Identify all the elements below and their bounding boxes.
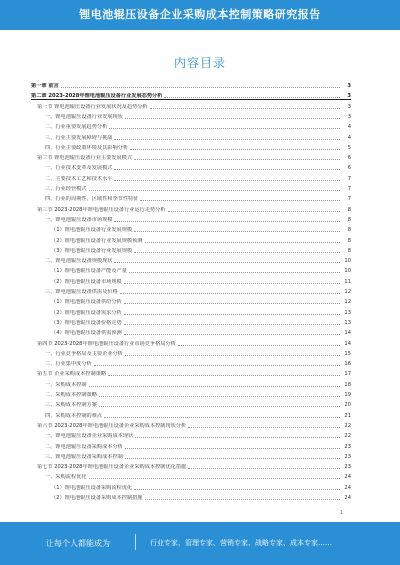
toc-entry-text: 四、采购成本控制的难点 — [45, 412, 103, 419]
toc-entry[interactable] — [31, 257, 351, 265]
toc-entry[interactable] — [31, 422, 351, 430]
toc-entry-text: 一、行业技术变革及发展模式 — [45, 165, 113, 172]
toc-entry-page: 11 — [344, 278, 351, 285]
toc-entry[interactable] — [31, 329, 351, 337]
toc-entry[interactable] — [31, 185, 351, 193]
toc-entry-page: 13 — [344, 309, 351, 316]
toc-leader-dots — [114, 180, 340, 181]
toc-leader-dots — [124, 314, 340, 315]
toc-entry-text: 第一节 锂电池辊压设备行业发展状况及趋势分析 — [37, 103, 148, 110]
toc-entry[interactable] — [31, 412, 351, 420]
toc-entry[interactable] — [31, 144, 351, 152]
toc-leader-dots — [124, 303, 340, 304]
toc-entry-text: 二、采购成本控制策略 — [45, 392, 97, 398]
toc-entry-page: 8 — [347, 206, 351, 213]
toc-entry-text: 二、行业重要发展趋势分析 — [45, 124, 108, 131]
toc-entry-text: 二、行业集中度分析 — [45, 361, 92, 368]
toc-entry[interactable] — [31, 350, 351, 358]
toc-leader-dots — [150, 108, 340, 109]
toc-entry-page: 22 — [344, 433, 351, 440]
toc-entry[interactable] — [31, 391, 351, 399]
toc-entry-text: 一、锂电池辊压设备市场规模 — [45, 216, 113, 223]
toc-leader-dots — [114, 169, 340, 170]
toc-entry-text: 三、行业经营模式 — [45, 186, 87, 192]
toc-entry-text: 第五节 企业采购成本控制策略 — [37, 371, 107, 378]
toc-leader-dots — [94, 365, 340, 366]
toc-entry[interactable] — [31, 473, 351, 481]
toc-leader-dots — [114, 262, 340, 263]
toc-entry-page: 18 — [344, 381, 351, 388]
toc-entry-page: 6 — [347, 165, 351, 172]
toc-leader-dots — [124, 334, 340, 335]
toc-leader-dots — [89, 386, 340, 387]
toc-entry-text: （1）锂电池辊压设备采购流程优化 — [51, 484, 133, 491]
toc-entry[interactable] — [31, 463, 351, 471]
toc-entry[interactable] — [31, 82, 351, 90]
toc-entry[interactable] — [31, 134, 351, 142]
toc-entry-text: 第二节 锂电池辊压设备行业主要发展模式 — [37, 155, 133, 162]
toc-entry-page: 20 — [344, 402, 351, 409]
toc-entry-page: 3 — [347, 103, 351, 110]
toc-entry[interactable] — [31, 237, 351, 245]
toc-entry-page: 15 — [344, 350, 351, 357]
toc-entry[interactable] — [31, 92, 351, 100]
toc-entry-page: 13 — [344, 319, 351, 326]
toc-entry-page: 19 — [344, 392, 351, 398]
toc-entry[interactable] — [31, 453, 351, 461]
toc-leader-dots — [130, 149, 340, 150]
toc-entry[interactable] — [31, 432, 351, 440]
toc-leader-dots — [108, 375, 340, 376]
toc-leader-dots — [124, 324, 340, 325]
toc-leader-dots — [109, 128, 340, 129]
toc-entry-page: 24 — [344, 474, 351, 481]
toc-entry-text: 三、锂电池辊压设备供需及价格 — [45, 289, 118, 295]
toc-entry-text: 第二章 2023-2028年锂电池辊压设备行业发展态势分析 — [31, 93, 163, 100]
toc-entry[interactable] — [31, 401, 351, 409]
toc-entry-text: 一、采购成本控制 — [45, 381, 87, 388]
toc-entry-page: 8 — [347, 216, 351, 223]
toc-entry[interactable] — [31, 113, 351, 121]
toc-entry-page: 24 — [344, 495, 351, 501]
toc-entry[interactable] — [31, 195, 351, 203]
toc-entry-text: （2）锂电池辊压设备行业发展规模预测 — [51, 237, 143, 244]
toc-entry-text: 二、锂电池辊压设备采购成本分析 — [45, 443, 123, 450]
toc-entry-text: 一、锂电池辊压设备企业采购成本现状 — [45, 433, 134, 440]
toc-entry-text: （3）锂电池辊压设备价格走势 — [51, 319, 122, 326]
toc-leader-dots — [145, 499, 341, 500]
toc-entry[interactable] — [31, 206, 351, 214]
toc-entry-text: 一、锂电池辊压设备行业发展现状 — [45, 113, 123, 120]
toc-leader-dots — [134, 231, 340, 232]
toc-entry[interactable] — [31, 484, 351, 492]
toc-entry-text: 第一章 前言 — [31, 83, 59, 89]
toc-leader-dots — [89, 190, 340, 191]
toc-entry[interactable] — [31, 164, 351, 172]
toc-leader-dots — [188, 468, 340, 469]
toc-entry-text: （1）锂电池辊压设备产能及产量 — [51, 268, 127, 275]
toc-entry-page: 12 — [344, 289, 351, 295]
toc-entry-text: 三、行业主要发展障碍与挑战 — [45, 134, 113, 141]
toc-entry[interactable] — [31, 247, 351, 255]
toc-leader-dots — [99, 396, 340, 397]
toc-entry-page: 8 — [347, 237, 351, 244]
footer-roles: 行业专家、管理专家、营销专家、战略专家、成本专家…… — [150, 539, 332, 547]
toc-leader-dots — [134, 159, 340, 160]
toc-entry-text: 三、采购成本控制方案 — [45, 402, 97, 409]
toc-entry[interactable] — [31, 381, 351, 389]
toc-entry[interactable] — [31, 494, 351, 502]
toc-entry-text: 第七节 2023-2028年锂电池辊压设备企业采购成本控制优化措施 — [37, 464, 187, 471]
toc-entry-page: 3 — [347, 113, 351, 120]
toc-entry-page: 6 — [347, 155, 351, 162]
toc-entry-page: 8 — [347, 247, 351, 254]
toc-entry-page: 7 — [347, 175, 351, 182]
toc-entry-page: 14 — [344, 340, 351, 347]
table-of-contents — [31, 82, 351, 512]
toc-entry[interactable] — [31, 288, 351, 296]
toc-entry-text: （2）锂电池辊压设备需求分析 — [51, 309, 122, 316]
toc-entry[interactable] — [31, 278, 351, 286]
toc-leader-dots — [140, 200, 340, 201]
toc-entry-text: 四、行业的周期性、区域性和季节性特征 — [45, 196, 139, 203]
toc-leader-dots — [125, 458, 340, 459]
toc-entry[interactable] — [31, 216, 351, 224]
toc-leader-dots — [135, 437, 340, 438]
toc-entry-text: 第三节 2023-2028年锂电池辊压设备行业运行走势分析 — [37, 206, 166, 213]
toc-leader-dots — [120, 293, 340, 294]
toc-leader-dots — [99, 406, 340, 407]
footer-divider — [135, 534, 136, 550]
toc-leader-dots — [134, 252, 340, 253]
toc-leader-dots — [114, 139, 340, 140]
toc-leader-dots — [164, 97, 340, 98]
toc-leader-dots — [134, 489, 340, 490]
toc-leader-dots — [124, 283, 340, 284]
toc-leader-dots — [104, 417, 340, 418]
toc-entry[interactable] — [31, 123, 351, 131]
toc-entry-text: （4）锂电池辊压设备供需预测 — [51, 330, 122, 337]
toc-entry-text: （2）锂电池辊压设备市场规模 — [51, 278, 122, 285]
toc-entry[interactable] — [31, 226, 351, 234]
toc-entry-page: 22 — [344, 422, 351, 429]
toc-entry-page: 16 — [344, 361, 351, 368]
toc-entry-page: 23 — [344, 443, 351, 450]
toc-leader-dots — [129, 272, 340, 273]
toc-entry-page: 10 — [344, 268, 351, 275]
toc-entry[interactable] — [31, 340, 351, 348]
toc-entry-page: 7 — [347, 186, 351, 192]
toc-entry-text: （2）锂电池辊压设备采购成本控制措施 — [51, 495, 143, 501]
toc-entry-page: 8 — [347, 227, 351, 234]
toc-entry[interactable] — [31, 267, 351, 275]
toc-entry-page: 24 — [344, 484, 351, 491]
toc-entry-page: 3 — [347, 83, 351, 89]
toc-entry-page: 23 — [344, 464, 351, 471]
toc-entry-page: 4 — [347, 134, 351, 141]
report-title: 锂电池辊压设备企业采购成本控制策略研究报告 — [79, 8, 321, 21]
toc-entry[interactable] — [31, 298, 351, 306]
toc-entry[interactable] — [31, 443, 351, 451]
toc-entry-page: 5 — [347, 144, 351, 151]
toc-entry[interactable] — [31, 360, 351, 368]
toc-leader-dots — [125, 448, 340, 449]
page-number: 1 — [340, 510, 344, 516]
toc-entry-text: 四、行业主要政策环境及其影响分析 — [45, 144, 129, 151]
toc-entry[interactable] — [31, 319, 351, 327]
toc-title: 内容目录 — [173, 56, 226, 70]
toc-entry[interactable] — [31, 103, 351, 111]
toc-entry[interactable] — [31, 175, 351, 183]
toc-entry-page: 10 — [344, 258, 351, 265]
toc-entry-page: 12 — [344, 299, 351, 306]
toc-leader-dots — [114, 221, 340, 222]
toc-entry-page: 4 — [347, 124, 351, 131]
toc-entry[interactable] — [31, 154, 351, 162]
toc-leader-dots — [178, 345, 340, 346]
footer-slogan: 让每个人都能成为 — [46, 539, 110, 548]
toc-leader-dots — [61, 87, 340, 88]
toc-leader-dots — [168, 211, 341, 212]
toc-entry-text: （1）锂电池辊压设备供给分析 — [51, 299, 122, 306]
toc-entry[interactable] — [31, 309, 351, 317]
toc-entry[interactable] — [31, 370, 351, 378]
toc-leader-dots — [89, 478, 340, 479]
toc-entry-page: 23 — [344, 453, 351, 460]
toc-leader-dots — [145, 242, 341, 243]
toc-entry-page: 7 — [347, 196, 351, 203]
toc-entry-page: 17 — [344, 371, 351, 378]
toc-entry-text: 第四节 2023-2028年锂电池辊压设备行业市场竞争格局分析 — [37, 340, 176, 347]
toc-entry-text: （3）锂电池辊压设备行业发展规模 — [51, 247, 133, 254]
toc-entry-page: 21 — [344, 412, 351, 419]
toc-leader-dots — [125, 118, 340, 119]
toc-entry-text: 二、主要技术工艺和技术水平 — [45, 175, 113, 182]
toc-entry-page: 14 — [344, 330, 351, 337]
toc-leader-dots — [188, 427, 340, 428]
toc-entry-text: 三、锂电池辊压设备采购成本控制 — [45, 453, 123, 460]
toc-leader-dots — [125, 355, 340, 356]
toc-entry-page: 3 — [347, 93, 351, 100]
toc-entry-text: （1）锂电池辊压设备行业发展规模 — [51, 227, 133, 234]
toc-entry-text: 一、行业竞争格局及主要企业分析 — [45, 350, 123, 357]
toc-entry-text: 第六节 2023-2028年锂电池辊压设备企业采购成本控制现状分析 — [37, 422, 187, 429]
toc-entry-text: 二、锂电池辊压设备规模现状 — [45, 258, 113, 265]
toc-entry-text: 一、采购流程优化 — [45, 474, 87, 481]
